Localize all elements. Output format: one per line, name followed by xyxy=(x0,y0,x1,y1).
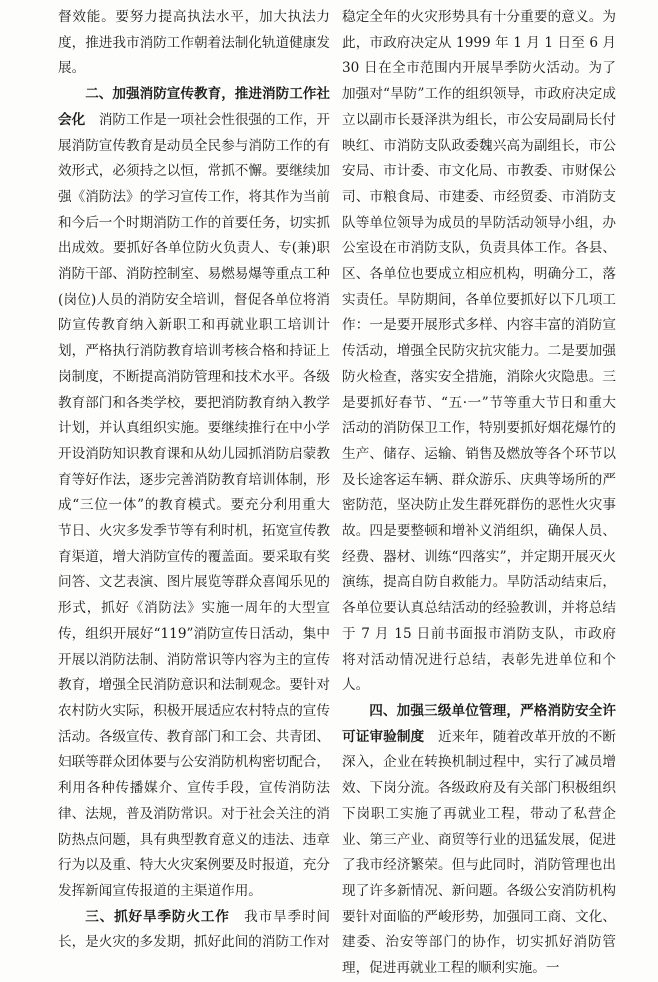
section-3-body-continued: 稳定全年的火灾形势具有十分重要的意义。为此，市政府决定从 1999 年 1 月 1 日至 6 月 30 日在全市范围内开展旱季防火活动。为了加强对“旱防”工作的组织领导，市政府决定成立以副市长聂泽洪为组长，市公安局副局长付映红、市消防支队政委魏兴高为副组长，市公安局、市计委、市文化局、市教委、市财保公司、市粮食局、市建委、市经贸委、市消防支队等单位领导为成员的旱防活动领导小组，办公室设在市消防支队，负责具体工作。各县、区、各单位也要成立相应机构，明确分工，落实责任。旱防期间，各单位要抓好以下几项工作：一是要开展形式多样、内容丰富的消防宣传活动，增强全民防灾抗灾能力。二是要加强防火检查，落实安全措施，消除火灾隐患。三是要抓好春节、“五·一”节等重大节日和重大活动的消防保卫工作，特别要抓好烟花爆竹的生产、储存、运输、销售及燃放等各个环节以及长途客运车辆、群众游乐、庆典等场所的严密防范，坚决防止发生群死群伤的恶性火灾事故。四是要整顿和增补义消组织，确保人员、经费、器材、训练“四落实”，并定期开展灭火演练，提高自防自救能力。旱防活动结束后，各单位要认真总结活动的经验教训，并将总结于 7 月 15 日前书面报市消防支队，市政府将对活动情况进行总结，表彰先进单位和个人。 xyxy=(342,9,616,694)
paragraph-law-enforcement-end: 督效能。要努力提高执法水平，加大执法力度，推进我市消防工作朝着法制化轨道健康发展。 xyxy=(58,9,330,77)
right-column xyxy=(342,5,617,977)
section-2-heading: 二、加强消防宣传教育，推进消防工作社会化 xyxy=(58,86,330,128)
section-3-heading: 三、抓好旱季防火工作 xyxy=(85,908,230,925)
section-3 xyxy=(58,905,330,956)
section-4 xyxy=(342,699,616,982)
section-2 xyxy=(58,82,330,905)
section-2-body: 消防工作是一项社会性很强的工作，开展消防宣传教育是动员全民参与消防工作的有效形式，必须持之以恒，常抓不懈。要继续加强《消防法》的学习宣传工作，将其作为当前和今后一个时期消防工作的首要任务，切实抓出成效。要抓好各单位防火负责人、专(兼)职消防干部、消防控制室、易燃易爆等重点工种(岗位)人员的消防安全培训，督促各单位将消防宣传教育纳入新职工和再就业职工培训计划，严格执行消防教育培训考核合格和持证上岗制度，不断提高消防管理和技术水平。各级教育部门和各类学校，要把消防教育纳入教学计划，并认真组织实施。要继续推行在中小学开设消防知识教育课和从幼儿园抓消防启蒙教育等好作法，逐步完善消防教育培训体制，形成“三位一体”的教育模式。要充分利用重大节日、火灾多发季节等有利时机，拓宽宣传教育渠道，增大消防宣传的覆盖面。要采取有奖问答、文艺表演、图片展览等群众喜闻乐见的形式，抓好《消防法》实施一周年的大型宣传，组织开展好“119”消防宣传日活动，集中开展以消防法制、消防常识等内容为主的宣传教育，增强全民消防意识和法制观念。要针对农村防火实际，积极开展适应农村特点的宣传活动。各级宣传、教育部门和工会、共青团、妇联等群众团体要与公安消防机构密切配合，利用各种传播媒介、宣传手段，宣传消防法律、法规，普及消防常识。对于社会关注的消防热点问题，具有典型教育意义的违法、违章行为以及重、特大火灾案例要及时报道，充分发挥新闻宣传报道的主渠道作用。 xyxy=(58,111,331,899)
left-column xyxy=(58,5,331,951)
section-4-body: 近来年，随着改革开放的不断深入，企业在转换机制过程中，实行了减员增效、下岗分流。各级政府及有关部门积极组织下岗职工实施了再就业工程，带动了私营企业、第三产业、商贸等行业的迅猛发展，促进了我市经济繁荣。但与此同时，消防管理也出现了许多新情况、新问题。各级公安消防机构要针对面临的严峻形势，加强同工商、文化、建委、治安等部门的协作，切实抓好消防管理，促进再就业工程的顺利实施。一 xyxy=(342,728,617,977)
section-4-heading: 四、加强三级单位管理，严格消防安全许可证审验制度 xyxy=(342,702,616,745)
section-3-body-start: 我市旱季时间长，是火灾的多发期，抓好此间的消防工作对 xyxy=(58,908,331,951)
